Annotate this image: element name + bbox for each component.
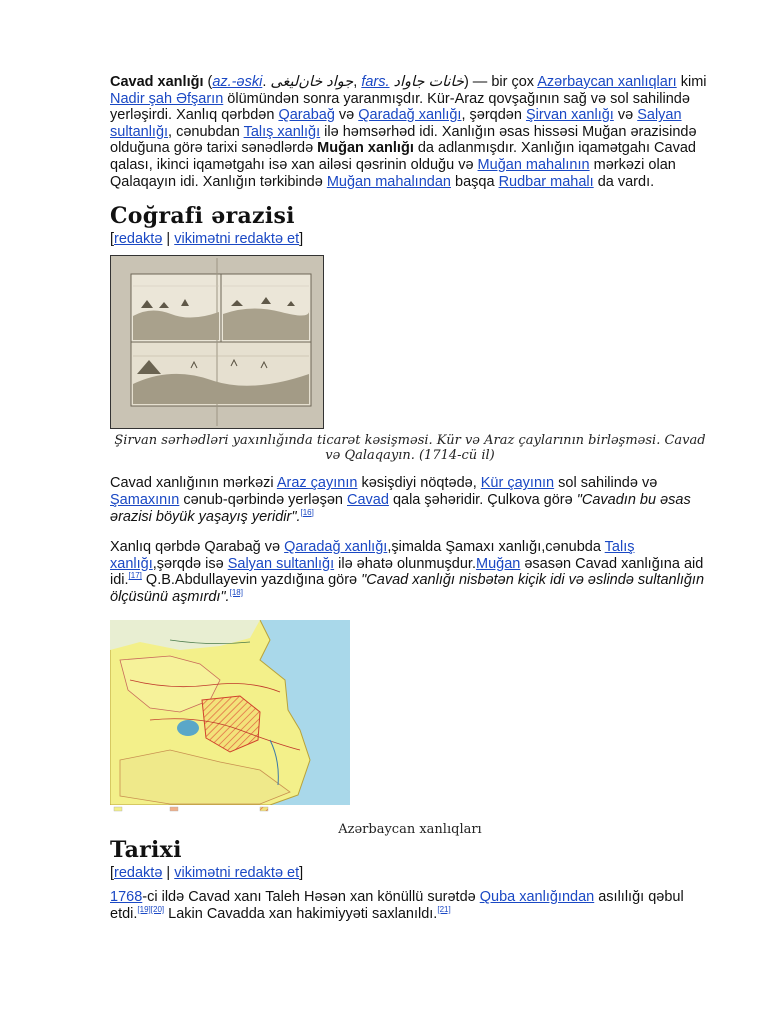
- text: |: [162, 230, 175, 247]
- text: da vardı.: [593, 173, 655, 190]
- khanates-map-image[interactable]: [110, 620, 350, 816]
- text: cənub-qərbində yerləşən: [179, 491, 347, 508]
- link-cavad[interactable]: Cavad: [347, 491, 389, 508]
- link-salyan-2[interactable]: Salyan sultanlığı: [227, 555, 335, 572]
- ref-19[interactable]: [19]: [137, 905, 151, 915]
- link-talis[interactable]: Talış xanlığı: [243, 123, 321, 140]
- ref-17[interactable]: [17]: [128, 571, 142, 581]
- text: ilə əhatə olunmuşdur.: [334, 555, 476, 572]
- ref: [301, 508, 314, 517]
- map-caption: Azərbaycan xanlıqları: [338, 821, 482, 837]
- section-heading-geography: Coğrafi ərazisi: [110, 203, 295, 230]
- ref-20[interactable]: [20]: [150, 905, 165, 915]
- ref-18[interactable]: [18]: [229, 588, 243, 598]
- text: ) — bir çox: [463, 74, 538, 90]
- engraving-illustration: [111, 256, 323, 428]
- link-nadir-sah[interactable]: Nadir şah Əfşarın: [110, 90, 224, 107]
- text: [: [110, 230, 115, 247]
- quote-culkov: "Cavadın bu əsas ərazisi böyük yaşayış yeridir".: [110, 491, 691, 525]
- link-quba[interactable]: Quba xanlığından: [479, 889, 595, 906]
- link-rudbar[interactable]: Rudbar mahalı: [498, 173, 594, 190]
- text: ,: [353, 74, 362, 90]
- text: və: [334, 107, 359, 124]
- text: mərkəzi olan Qalaqayın idi. Xanlığın tərkibində: [110, 156, 676, 190]
- link-araz[interactable]: Araz çayının: [276, 475, 358, 492]
- link-qaradag-2[interactable]: Qaradağ xanlığı: [284, 539, 388, 556]
- quote-abdullayev: "Cavad xanlığı nisbətən kiçik idi və əslində sultanlığın ölçüsünü aşmırdı".: [110, 572, 705, 605]
- edit-link[interactable]: redaktə: [114, 230, 163, 247]
- text: Cavad xanlığının mərkəzi: [110, 475, 277, 492]
- text: ,şərqdə isə: [152, 555, 228, 572]
- link-samaxi[interactable]: Şamaxının: [110, 491, 180, 508]
- article-body: [110, 74, 710, 922]
- ref: [137, 905, 164, 914]
- text: [: [110, 864, 115, 881]
- text: |: [162, 864, 175, 881]
- geography-paragraph-1: [110, 475, 710, 525]
- text: ]: [299, 230, 304, 247]
- link-talis-2[interactable]: Talış xanlığı: [110, 539, 635, 572]
- khanates-map: [110, 620, 350, 816]
- text: .: [262, 74, 271, 90]
- link-kur[interactable]: Kür çayının: [480, 475, 555, 492]
- text: ölümündən sonra yaranmışdır. Kür-Araz qovşağının sağ və sol sahilində yerləşirdi. Xanlıq qərbdən: [110, 90, 690, 124]
- link-mugan[interactable]: Muğan: [475, 555, 521, 572]
- text: və: [613, 107, 638, 124]
- text: Lakin Cavadda xan hakimiyyəti saxlanıldı.: [164, 905, 438, 922]
- bold-mugan-xanligi: Muğan xanlığı: [317, 140, 414, 157]
- link-azerbaycan-xanliqlari[interactable]: Azərbaycan xanlıqları: [537, 74, 677, 90]
- link-1768[interactable]: 1768: [110, 889, 143, 906]
- intro-paragraph: [110, 74, 710, 190]
- text: , cənubdan: [168, 123, 244, 140]
- text: ]: [299, 864, 304, 881]
- link-mugan-mahali-2[interactable]: Muğan mahalından: [326, 173, 451, 190]
- text: asılılığı qəbul etdi.: [110, 889, 684, 922]
- text: ,şimalda Şamaxı xanlığı,cənubda: [387, 539, 605, 556]
- text: əsasən Cavad xanlığına aid idi.: [110, 555, 704, 589]
- edit-source-link-history[interactable]: vikimətni redaktə et: [174, 864, 300, 881]
- intro-title: Cavad xanlığı: [110, 74, 204, 90]
- link-salyan[interactable]: Salyan sultanlığı: [110, 107, 682, 140]
- engraving-image[interactable]: [110, 255, 324, 429]
- edit-link-history[interactable]: redaktə: [114, 864, 163, 881]
- geography-paragraph-2: [110, 539, 710, 605]
- edit-links: [110, 231, 710, 248]
- edit-source-link[interactable]: vikimətni redaktə et: [174, 230, 300, 247]
- arabic-name-2: خانات جاواد: [393, 74, 464, 90]
- link-fars[interactable]: fars.: [361, 74, 390, 90]
- history-paragraph-1: [110, 889, 710, 922]
- text: da adlanmışdır. Xanlığın iqamətgahı Cavad qalası, ikinci iqamətgahı isə xan ailəsi qəsrinin olduğu və: [110, 140, 696, 173]
- link-mugan-mahali[interactable]: Muğan mahalının: [477, 156, 590, 173]
- text: ilə həmsərhəd idi. Xanlığın əsas hissəsi Muğan ərazisində olduğuna görə tarixi sənədlərdə: [110, 123, 697, 157]
- text: sol sahilində və: [554, 475, 658, 492]
- link-qaradag[interactable]: Qaradağ xanlığı: [358, 107, 462, 124]
- section-heading-history: Tarixi: [110, 837, 182, 864]
- text: kimi: [676, 74, 707, 90]
- ref: [437, 905, 450, 914]
- ref: [129, 571, 142, 580]
- text: -ci ildə Cavad xanı Taleh Həsən xan könüllü surətdə: [142, 889, 480, 906]
- link-az-eski[interactable]: az.-əski: [212, 74, 263, 90]
- text: , şərqdən: [461, 107, 526, 124]
- text: qala şəhəridir. Çulkova görə: [388, 491, 577, 508]
- link-sirvan[interactable]: Şirvan xanlığı: [525, 107, 614, 124]
- text: Q.B.Abdullayevin yazdığına görə: [141, 572, 362, 589]
- text: Xanlıq qərbdə Qarabağ və: [110, 539, 285, 556]
- link-qarabag[interactable]: Qarabağ: [278, 107, 335, 124]
- edit-links-history: [110, 865, 710, 882]
- engraving-caption: Şirvan sərhədləri yaxınlığında ticarət kəsişməsi. Kür və Araz çaylarının birləşməsi. Cavad və Qalaqayın. (1714-cü il): [114, 433, 706, 464]
- text: (: [203, 74, 213, 90]
- ref-21[interactable]: [21]: [437, 905, 451, 915]
- text: kəsişdiyi nöqtədə,: [357, 475, 481, 492]
- ref: [230, 588, 243, 597]
- text: başqa: [450, 173, 499, 190]
- ref-16[interactable]: [16]: [300, 507, 314, 517]
- arabic-name-1: جواد خان‌لیغی: [270, 74, 354, 90]
